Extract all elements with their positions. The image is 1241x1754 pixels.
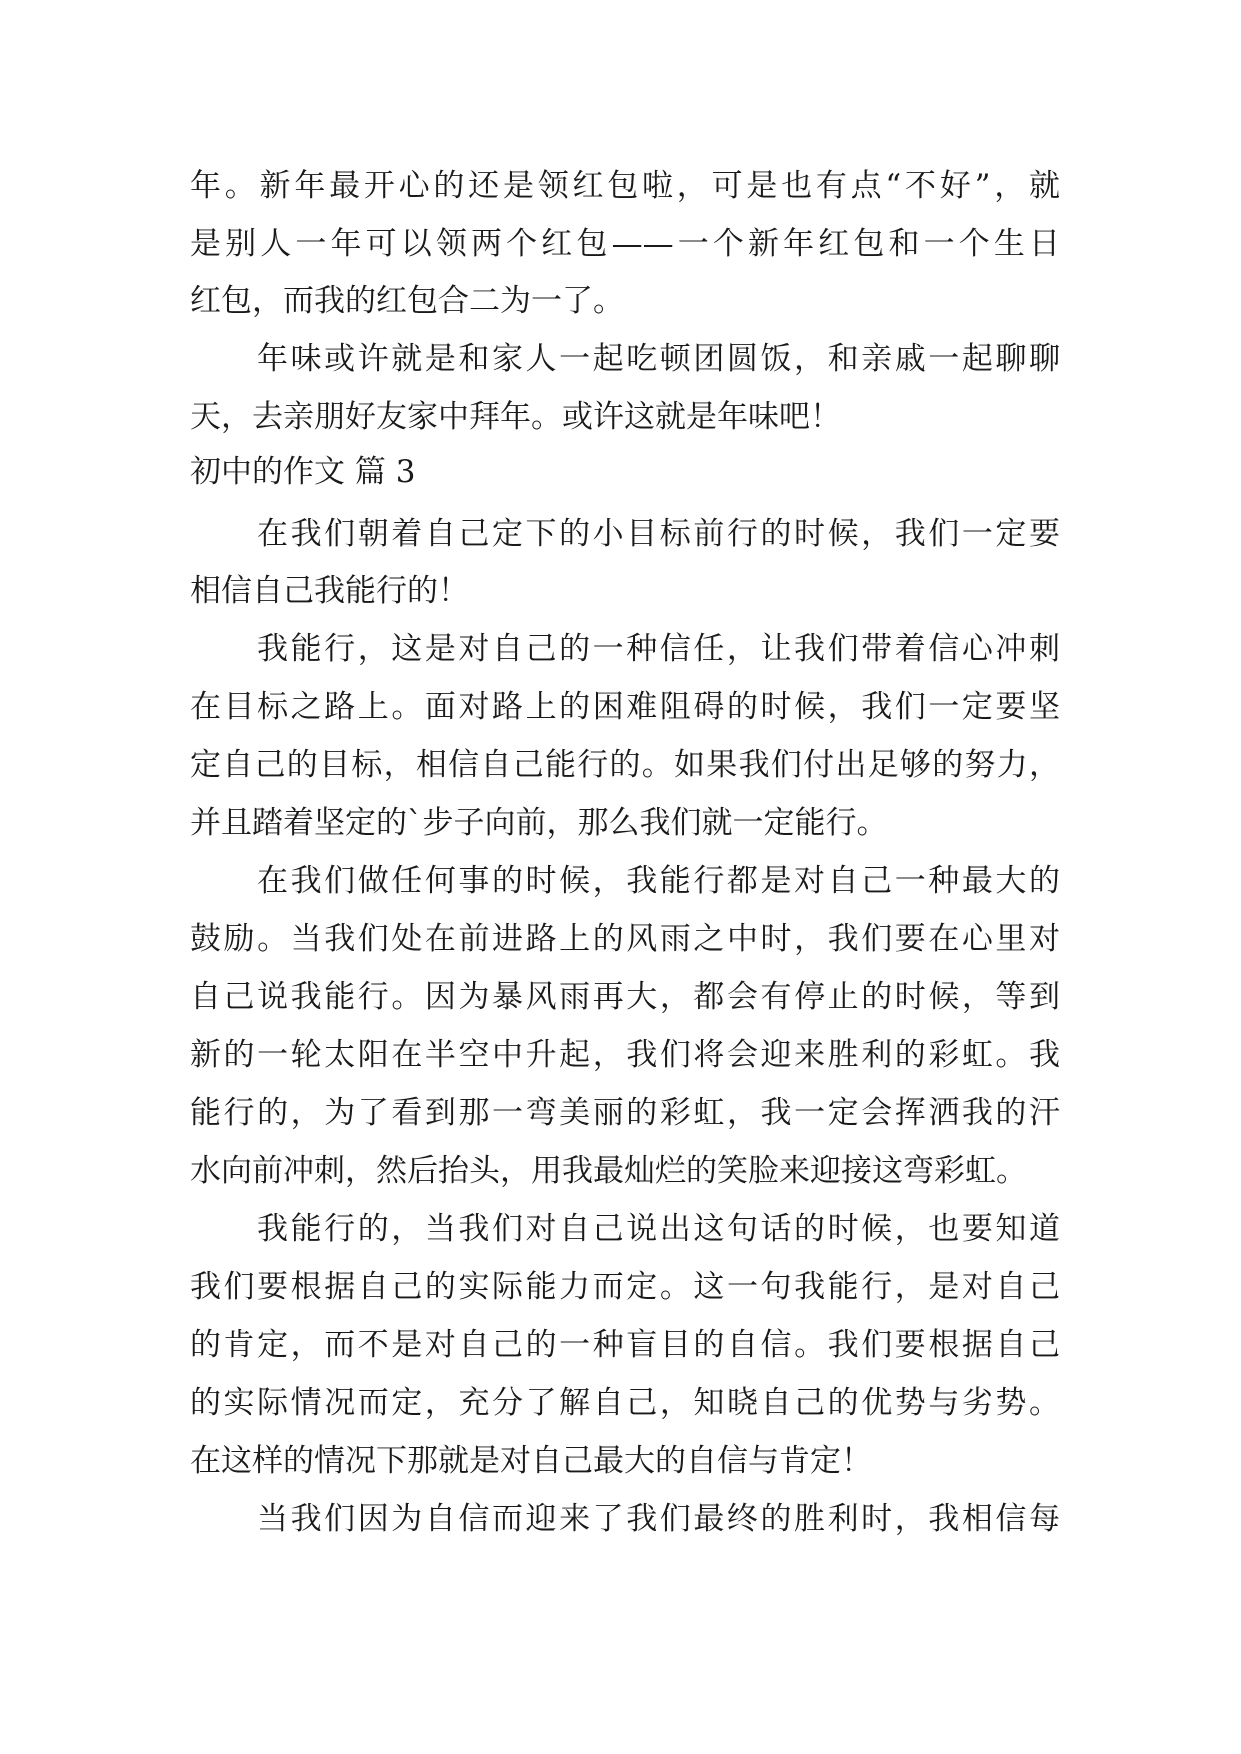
- text-line: 年。新年最开心的还是领红包啦，可是也有点“不好”，就: [190, 168, 1060, 204]
- text-line: 红包，而我的红包合二为一了。: [190, 283, 624, 319]
- text-line: 自己说我能行。因为暴风雨再大，都会有停止的时候，等到: [190, 979, 1060, 1015]
- text-line: 水向前冲刺，然后抬头，用我最灿烂的笑脸来迎接这弯彩虹。: [190, 1153, 1027, 1189]
- text-line: 年味或许就是和家人一起吃顿团圆饭，和亲戚一起聊聊: [257, 341, 1060, 377]
- text-line: 在我们朝着自己定下的小目标前行的时候，我们一定要: [257, 516, 1060, 552]
- text-line: 定自己的目标，相信自己能行的。如果我们付出足够的努力，: [190, 747, 1060, 783]
- text-line: 是别人一年可以领两个红包——一个新年红包和一个生日: [190, 226, 1060, 262]
- text-line: 天，去亲朋好友家中拜年。或许这就是年味吧！: [190, 399, 841, 435]
- text-line: 在目标之路上。面对路上的困难阻碍的时候，我们一定要坚: [190, 689, 1060, 725]
- text-line: 当我们因为自信而迎来了我们最终的胜利时，我相信每: [257, 1501, 1060, 1537]
- text-line: 在这样的情况下那就是对自己最大的自信与肯定！: [190, 1443, 872, 1479]
- text-line: 并且踏着坚定的`步子向前，那么我们就一定能行。: [190, 805, 888, 841]
- section-heading: 初中的作文 篇 3: [190, 454, 416, 490]
- text-line: 我们要根据自己的实际能力而定。这一句我能行，是对自己: [190, 1269, 1060, 1305]
- text-line: 我能行的，当我们对自己说出这句话的时候，也要知道: [257, 1211, 1060, 1247]
- text-line: 新的一轮太阳在半空中升起，我们将会迎来胜利的彩虹。我: [190, 1037, 1060, 1073]
- text-line: 的肯定，而不是对自己的一种盲目的自信。我们要根据自己: [190, 1327, 1060, 1363]
- text-line: 相信自己我能行的！: [190, 573, 469, 609]
- text-line: 鼓励。当我们处在前进路上的风雨之中时，我们要在心里对: [190, 921, 1060, 957]
- text-line: 我能行，这是对自己的一种信任，让我们带着信心冲刺: [257, 631, 1060, 667]
- text-line: 能行的，为了看到那一弯美丽的彩虹，我一定会挥洒我的汗: [190, 1095, 1060, 1131]
- text-line: 的实际情况而定，充分了解自己，知晓自己的优势与劣势。: [190, 1385, 1060, 1421]
- text-line: 在我们做任何事的时候，我能行都是对自己一种最大的: [257, 863, 1060, 899]
